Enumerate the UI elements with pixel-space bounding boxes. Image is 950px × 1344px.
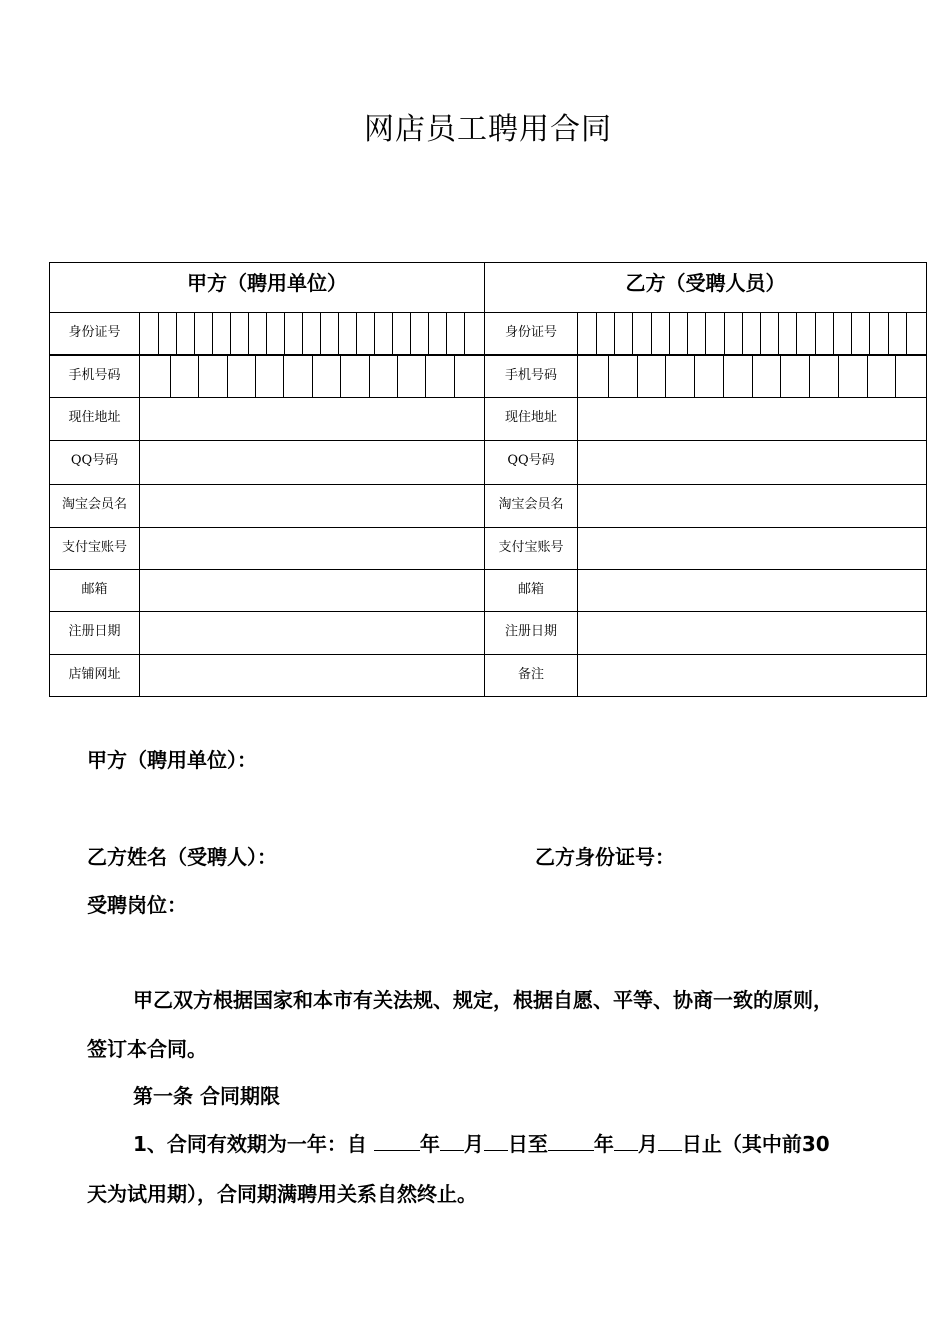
- party-b-header: 乙方（受聘人员）: [484, 262, 927, 313]
- phone-digit-box[interactable]: [283, 356, 284, 397]
- id-digit-box[interactable]: [374, 313, 375, 354]
- clause-1-prefix: 1、合同有效期为一年：自: [133, 1132, 374, 1156]
- party-a-field-value[interactable]: [139, 440, 485, 485]
- id-digit-box[interactable]: [392, 313, 393, 354]
- id-digit-box[interactable]: [596, 313, 597, 354]
- id-digit-box[interactable]: [356, 313, 357, 354]
- party-b-field-label: 身份证号: [484, 312, 578, 355]
- party-a-field-label: 手机号码: [49, 355, 140, 398]
- id-digit-box[interactable]: [778, 313, 779, 354]
- id-digit-box[interactable]: [302, 313, 303, 354]
- party-b-field-value[interactable]: [577, 484, 927, 528]
- id-digit-box[interactable]: [446, 313, 447, 354]
- intro-line-1: 甲乙双方根据国家和本市有关法规、规定，根据自愿、平等、协商一致的原则，: [133, 988, 833, 1012]
- unit-day-end: 日止（其中前30: [681, 1132, 830, 1156]
- party-b-field-value[interactable]: [577, 355, 927, 398]
- party-a-field-label: QQ号码: [49, 440, 140, 485]
- unit-month-end: 月: [637, 1132, 658, 1156]
- phone-digit-box[interactable]: [340, 356, 341, 397]
- position-line: 受聘岗位：: [87, 893, 187, 917]
- party-b-id-line: 乙方身份证号：: [535, 845, 675, 869]
- id-digit-box[interactable]: [851, 313, 852, 354]
- party-a-header: 甲方（聘用单位）: [49, 262, 485, 313]
- id-digit-box[interactable]: [428, 313, 429, 354]
- clause-1-line-2: 天为试用期），合同期满聘用关系自然终止。: [87, 1182, 477, 1206]
- phone-digit-box[interactable]: [895, 356, 896, 397]
- phone-digit-box[interactable]: [425, 356, 426, 397]
- id-digit-box[interactable]: [212, 313, 213, 354]
- id-digit-box[interactable]: [194, 313, 195, 354]
- id-digit-box[interactable]: [320, 313, 321, 354]
- party-a-field-value[interactable]: [139, 569, 485, 612]
- party-a-field-value[interactable]: [139, 484, 485, 528]
- unit-day-to: 日至: [507, 1132, 548, 1156]
- id-digit-box[interactable]: [632, 313, 633, 354]
- phone-digit-box[interactable]: [312, 356, 313, 397]
- party-b-field-label: 淘宝会员名: [484, 484, 578, 528]
- phone-digit-box[interactable]: [198, 356, 199, 397]
- id-digit-box[interactable]: [338, 313, 339, 354]
- party-a-field-label: 淘宝会员名: [49, 484, 140, 528]
- phone-digit-box[interactable]: [723, 356, 724, 397]
- party-a-field-value[interactable]: [139, 527, 485, 570]
- party-a-field-value[interactable]: [139, 654, 485, 697]
- party-b-field-label: 支付宝账号: [484, 527, 578, 570]
- article-1-title: 第一条 合同期限: [133, 1084, 280, 1108]
- phone-digit-box[interactable]: [369, 356, 370, 397]
- phone-digit-box[interactable]: [752, 356, 753, 397]
- phone-digit-box[interactable]: [255, 356, 256, 397]
- id-digit-box[interactable]: [266, 313, 267, 354]
- party-a-field-label: 身份证号: [49, 312, 140, 355]
- id-digit-box[interactable]: [284, 313, 285, 354]
- id-digit-box[interactable]: [760, 313, 761, 354]
- id-digit-box[interactable]: [614, 313, 615, 354]
- unit-year-start: 年: [419, 1132, 440, 1156]
- blank-year-start[interactable]: [374, 1132, 420, 1151]
- id-digit-box[interactable]: [248, 313, 249, 354]
- id-digit-box[interactable]: [464, 313, 465, 354]
- id-digit-box[interactable]: [833, 313, 834, 354]
- party-b-field-label: 邮箱: [484, 569, 578, 612]
- clause-1-line-1: [133, 1128, 830, 1157]
- id-digit-box[interactable]: [651, 313, 652, 354]
- id-digit-box[interactable]: [906, 313, 907, 354]
- party-b-field-label: QQ号码: [484, 440, 578, 485]
- phone-digit-box[interactable]: [838, 356, 839, 397]
- id-digit-box[interactable]: [669, 313, 670, 354]
- id-digit-box[interactable]: [796, 313, 797, 354]
- blank-month-start[interactable]: [440, 1132, 464, 1151]
- party-a-field-value[interactable]: [139, 611, 485, 655]
- party-b-field-label: 现住地址: [484, 397, 578, 441]
- party-b-field-label: 手机号码: [484, 355, 578, 398]
- phone-digit-box[interactable]: [454, 356, 455, 397]
- party-b-field-value[interactable]: [577, 527, 927, 570]
- blank-day-start[interactable]: [484, 1132, 508, 1151]
- phone-digit-box[interactable]: [637, 356, 638, 397]
- unit-month-start: 月: [463, 1132, 484, 1156]
- party-b-field-label: 备注: [484, 654, 578, 697]
- party-a-field-label: 注册日期: [49, 611, 140, 655]
- id-digit-box[interactable]: [176, 313, 177, 354]
- phone-digit-box[interactable]: [780, 356, 781, 397]
- party-a-field-value[interactable]: [139, 355, 485, 398]
- party-a-field-label: 支付宝账号: [49, 527, 140, 570]
- party-a-line: 甲方（聘用单位）：: [87, 748, 257, 772]
- info-table: [49, 262, 927, 697]
- party-a-field-label: 邮箱: [49, 569, 140, 612]
- party-a-field-value[interactable]: [139, 397, 485, 441]
- id-digit-box[interactable]: [687, 313, 688, 354]
- party-b-field-value[interactable]: [577, 569, 927, 612]
- party-b-field-value[interactable]: [577, 397, 927, 441]
- id-digit-box[interactable]: [869, 313, 870, 354]
- party-a-field-label: 现住地址: [49, 397, 140, 441]
- phone-digit-box[interactable]: [809, 356, 810, 397]
- party-b-field-value[interactable]: [577, 440, 927, 485]
- phone-digit-box[interactable]: [170, 356, 171, 397]
- phone-digit-box[interactable]: [694, 356, 695, 397]
- id-digit-box[interactable]: [815, 313, 816, 354]
- unit-year-end: 年: [593, 1132, 614, 1156]
- document-title: 网店员工聘用合同: [364, 112, 612, 147]
- id-digit-box[interactable]: [888, 313, 889, 354]
- party-a-field-value[interactable]: [139, 312, 485, 355]
- id-digit-box[interactable]: [705, 313, 706, 354]
- phone-digit-box[interactable]: [397, 356, 398, 397]
- party-b-field-value[interactable]: [577, 654, 927, 697]
- party-a-field-label: 店铺网址: [49, 654, 140, 697]
- id-digit-box[interactable]: [230, 313, 231, 354]
- party-b-field-label: 注册日期: [484, 611, 578, 655]
- phone-digit-box[interactable]: [608, 356, 609, 397]
- phone-digit-box[interactable]: [867, 356, 868, 397]
- id-digit-box[interactable]: [410, 313, 411, 354]
- id-digit-box[interactable]: [158, 313, 159, 354]
- blank-month-end[interactable]: [614, 1132, 638, 1151]
- id-digit-box[interactable]: [724, 313, 725, 354]
- phone-digit-box[interactable]: [227, 356, 228, 397]
- party-b-field-value[interactable]: [577, 312, 927, 355]
- phone-digit-box[interactable]: [665, 356, 666, 397]
- party-b-field-value[interactable]: [577, 611, 927, 655]
- blank-year-end[interactable]: [548, 1132, 594, 1151]
- blank-day-end[interactable]: [658, 1132, 682, 1151]
- party-b-name-line: 乙方姓名（受聘人）：: [87, 845, 277, 869]
- id-digit-box[interactable]: [742, 313, 743, 354]
- intro-line-2: 签订本合同。: [87, 1037, 207, 1061]
